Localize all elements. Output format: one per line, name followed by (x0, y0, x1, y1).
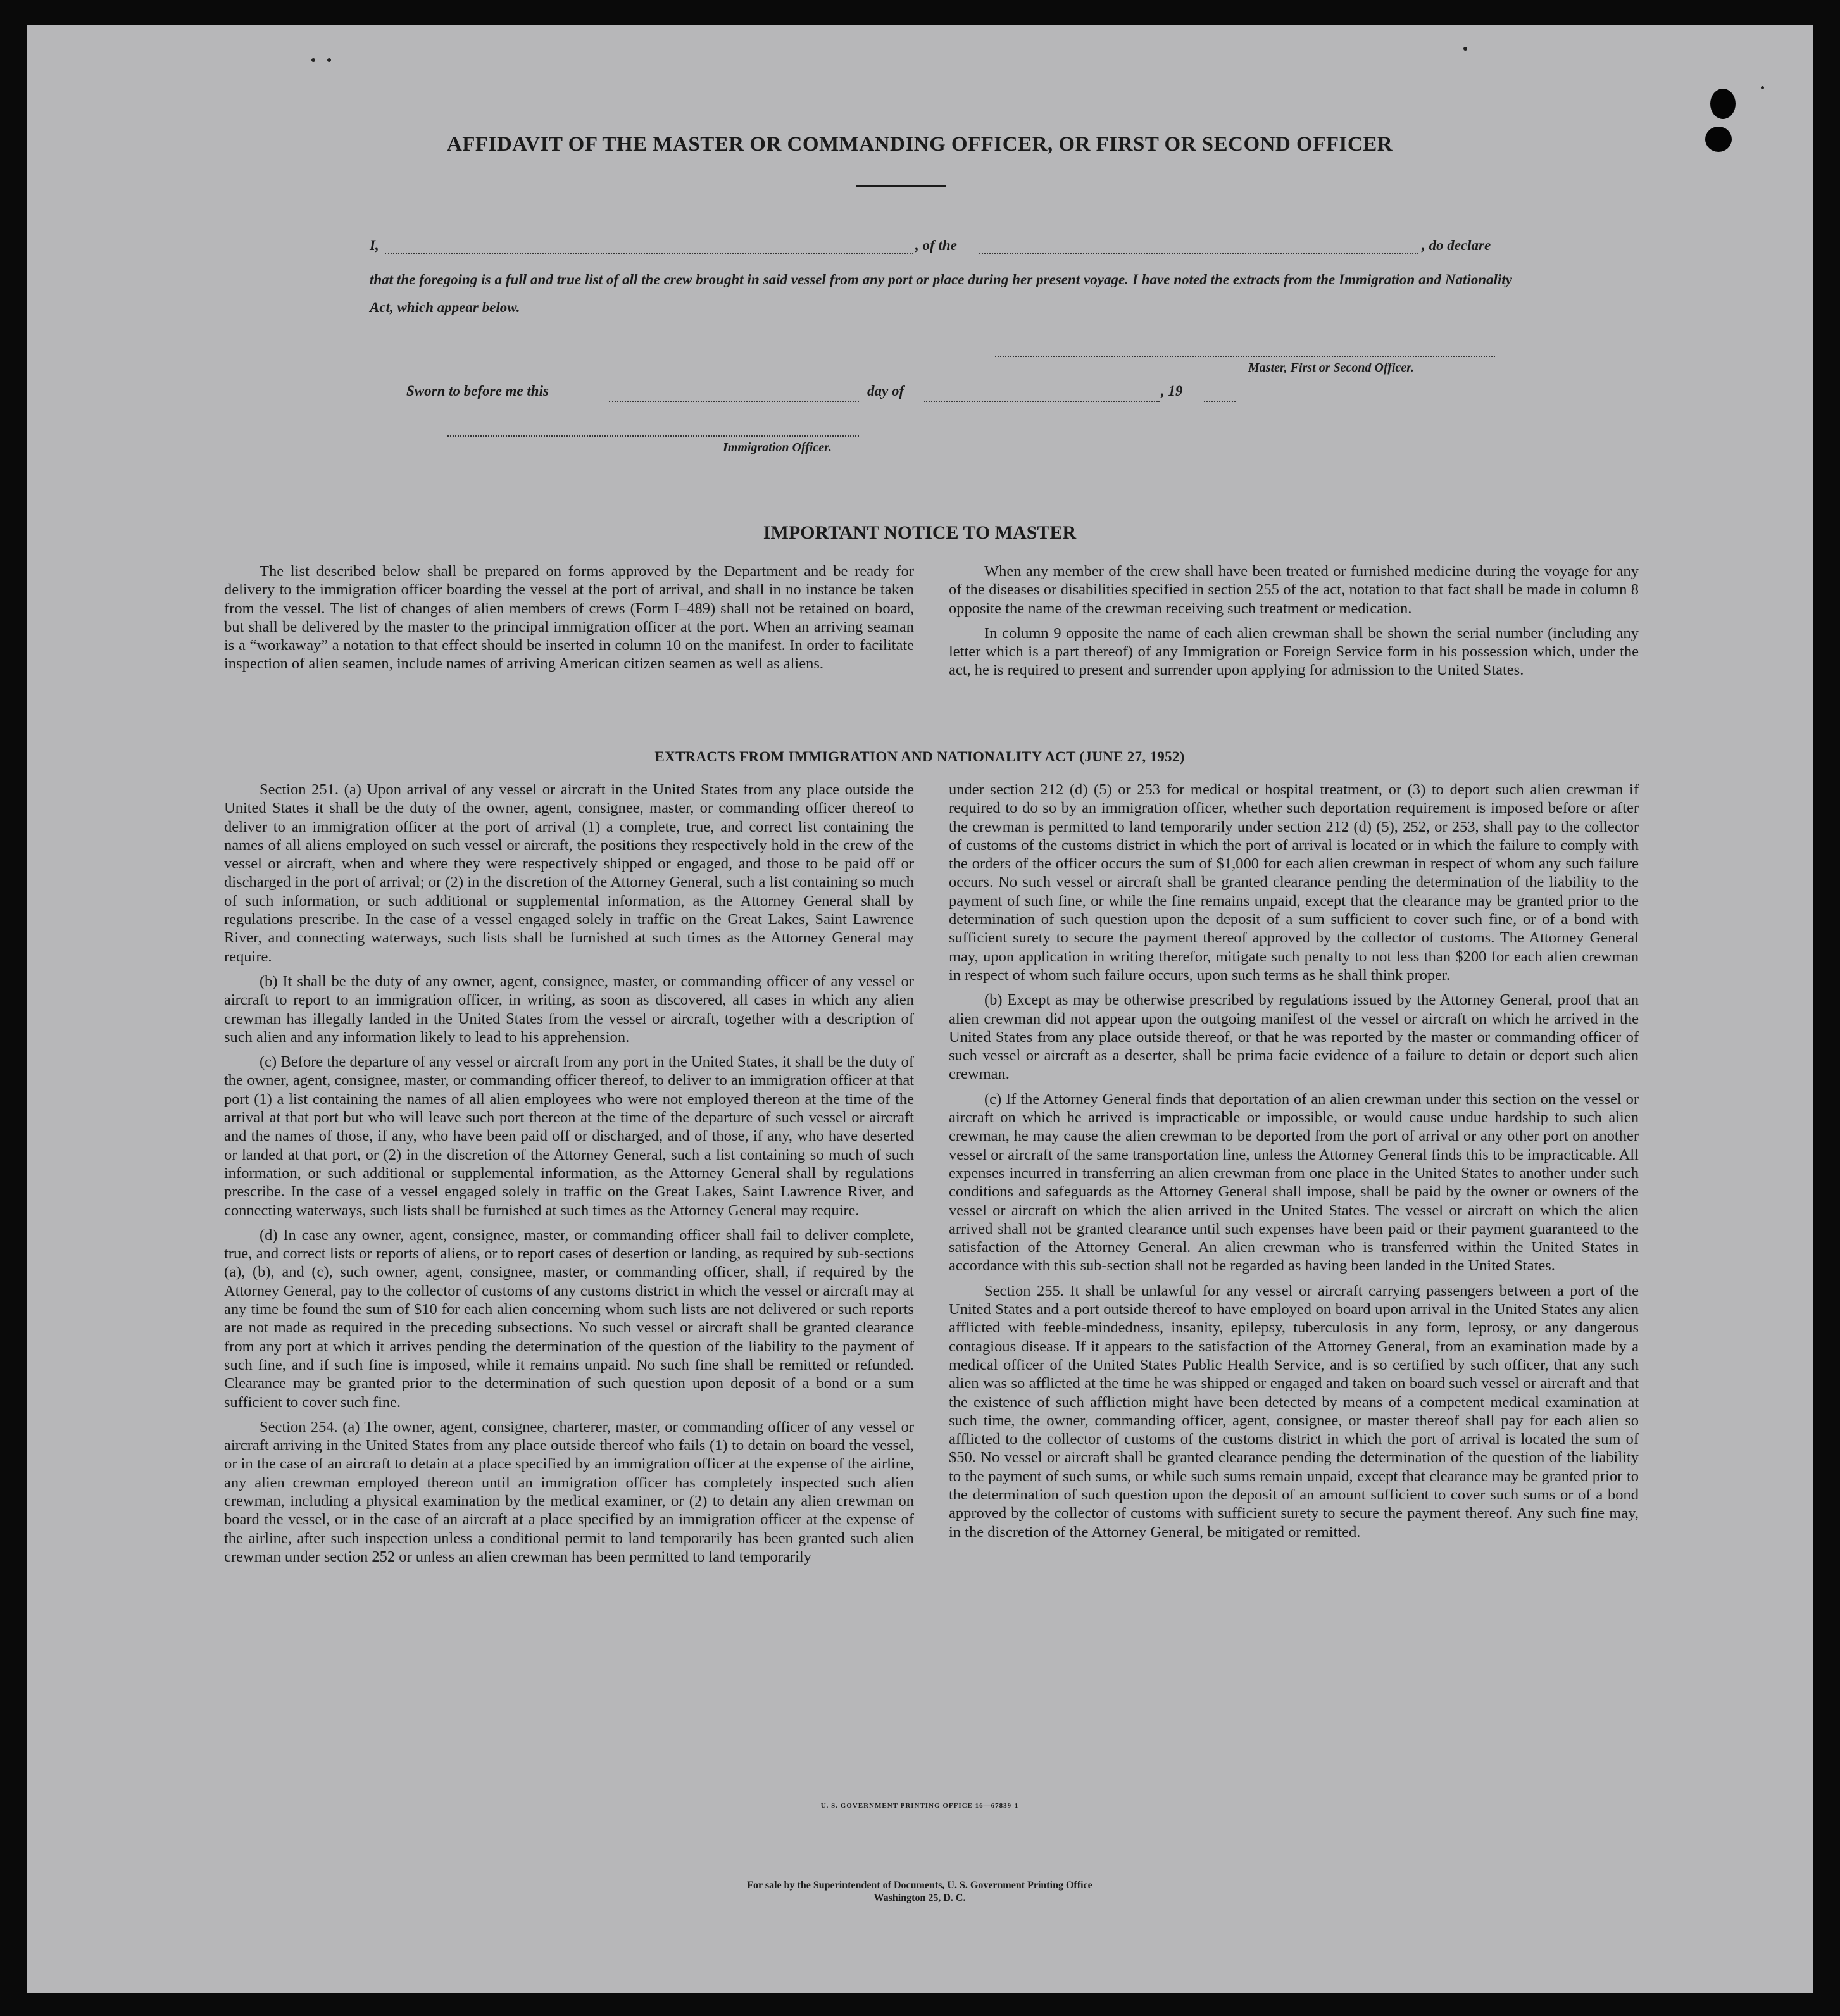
section-254a-continued: under section 212 (d) (5) or 253 for medical or hospital treatment, or (3) to deport such alien crewman if required to do so by an immigration officer, whether such deportation requirement is imposed before or after the crewman is permitted to land temporarily under section 212 (d) (5), 252, or 253, shall pay to the collector of customs of the customs district in which the port of arrival is located or in which the failure to comply with the orders of the officer occurs the sum of $1,000 for each alien crewman in respect of whom any such failure occurs. No such vessel or aircraft shall be granted clearance pending the determination of the liability to the payment of such fine, or while the fine remains unpaid, except that the clearance may be granted prior to the determination of such question upon the deposit of a sum sufficient to cover such fine, or of a bond with sufficient surety to secure the payment thereof approved by the collector of customs. The Attorney General may, upon application in writing therefor, mitigate such penalty to not less than $200 for each alien crewman in respect of whom such failure occurs, upon such terms as he shall think proper. (949, 781, 1639, 984)
form-page (27, 25, 1813, 1993)
extracts-title: EXTRACTS FROM IMMIGRATION AND NATIONALITY ACT (JUNE 27, 1952) (654, 749, 1185, 765)
notice-left-paragraph: The list described below shall be prepared on forms approved by the Department and be ready for delivery to the immigration officer boarding the vessel at the port of arrival, and shall in no instance be taken from the vessel. The list of changes of alien members of crews (Form I–489) shall not be retained on board, but shall be delivered by the master to the principal immigration officer at the port. When an arriving seaman is a “workaway” a notation to that effect should be inserted in column 10 on the manifest. In order to facilitate inspection of alien seamen, include names of arriving American citizen seamen as well as aliens. (224, 563, 914, 673)
section-251c: (c) Before the departure of any vessel or aircraft from any port in the United States, it shall be the duty of the owner, agent, consignee, master, or commanding officer thereof, to deliver to an immigration officer at that port (1) a list containing the names of all alien employees who were not employed thereon at the time of the arrival at that port but who will leave such port thereon at the time of the departure of such vessel or aircraft and the names of those, if any, who have been paid off or discharged, and of those, if any, who have deserted or landed at that port, or (2) in the discretion of the Attorney General, such a list containing so much of such information, or such additional or supplemental information, as the Attorney General shall by regulations prescribe. In the case of a vessel engaged solely in traffic on the Great Lakes, Saint Lawrence River, and connecting waterways, such lists shall be furnished at such times as the Attorney General may require. (224, 1053, 914, 1219)
affidavit-title: AFFIDAVIT OF THE MASTER OR COMMANDING OFFICER, OR FIRST OR SECOND OFFICER (446, 133, 1393, 156)
notice-title: IMPORTANT NOTICE TO MASTER (763, 522, 1077, 543)
master-signature-line (995, 356, 1495, 357)
punch-hole (1710, 89, 1736, 119)
day-of-label: day of (867, 383, 904, 399)
title-rule (856, 185, 946, 187)
speck (1761, 86, 1764, 89)
section-251d: (d) In case any owner, agent, consignee, master, or commanding officer shall fail to deliver complete, true, and correct lists or reports of aliens, or to report cases of desertion or landing, as required by sub-sections (a), (b), and (c), such owner, agent, consignee, master, or commanding officer, shall, if required by the Attorney General, pay to the collector of customs of any customs district in which the vessel or aircraft may at any time be found the sum of $10 for each alien concerning whom such lists are not delivered or such reports are not made as required in the preceding subsections. No such vessel or aircraft shall be granted clearance from any port at which it arrives pending the determination of the question of the liability to the payment of such fine, and if such fine is imposed, while it remains unpaid. No such fine shall be remitted or refunded. Clearance may be granted prior to the determination of such question upon deposit of a bond or a sum sufficient to cover such fine. (224, 1226, 914, 1411)
of-the-label: , of the (915, 237, 957, 253)
notice-right-paragraph-1: When any member of the crew shall have been treated or furnished medicine during the voyage for any of the diseases or disabilities specified in section 255 of the act, notation to that fact shall be made in column 8 opposite the name of the crewman receiving such treatment or medication. (949, 563, 1639, 617)
notice-right-column (949, 562, 1639, 686)
speck (311, 58, 315, 62)
extracts-left-column (224, 780, 914, 1572)
sale-line-1: For sale by the Superintendent of Documents, U. S. Government Printing Office (747, 1880, 1092, 1891)
year-blank (1204, 401, 1236, 402)
sale-line-2: Washington 25, D. C. (873, 1893, 966, 1903)
notice-left-column (224, 562, 914, 680)
i-label: I, (370, 237, 379, 253)
speck (327, 58, 331, 62)
extracts-right-column (949, 780, 1639, 1548)
vessel-blank (979, 253, 1418, 254)
month-blank (924, 401, 1160, 402)
immigration-officer-line (447, 435, 859, 437)
sworn-label: Sworn to before me this (406, 383, 549, 399)
name-blank (385, 253, 913, 254)
declaration-text: that the foregoing is a full and true list of all the crew brought in said vessel from any port or place during her present voyage. I have noted the extracts from the Immigration and Nationality Act, which appear below. (370, 272, 1512, 315)
sale-notice (27, 1879, 1813, 1905)
section-254c: (c) If the Attorney General finds that deportation of an alien crewman under this section on the vessel or aircraft on which he arrived is impracticable or impossible, or would cause undue hardship to such alien crewman, he may cause the alien crewman to be deported from the port of arrival or any other port on another vessel or aircraft of the same transportation line, unless the Attorney General finds this to be impracticable. All expenses incurred in transferring an alien crewman from one place in the United States to another under such conditions and safeguards as the Attorney General shall impose, shall be paid by the owner or owners of the vessel or aircraft on which the alien arrived in the United States. The vessel or aircraft on which the alien arrived shall not be granted clearance until such expenses have been paid or their payment guaranteed to the satisfaction of the Attorney General. An alien crewman who is transferred within the United States in accordance with this sub-section shall not be regarded as having been landed in the United States. (949, 1090, 1639, 1275)
section-254b: (b) Except as may be otherwise prescribed by regulations issued by the Attorney General, proof that an alien crewman did not appear upon the outgoing manifest of the vessel or aircraft on which he arrived in the United States from any place outside thereof, or that he was reported by the master or commanding officer of such vessel or aircraft as a deserter, shall be prima facie evidence of a failure to detain or deport such alien crewman. (949, 991, 1639, 1083)
speck (1463, 47, 1467, 51)
section-255: Section 255. It shall be unlawful for any vessel or aircraft carrying passengers between a port of the United States and a port outside thereof to have employed on board upon arrival in the United States any alien afflicted with feeble-mindedness, insanity, epilepsy, tuberculosis in any form, leprosy, or any dangerous contagious disease. If it appears to the satisfaction of the Attorney General, from an examination made by a medical officer of the United States Public Health Service, and is so certified by such officer, that any such alien was so afflicted at the time he was shipped or engaged and taken on board such vessel or aircraft and that the existence of such affliction might have been detected by means of a competent medical examination at such time, the owner, commanding officer, agent, consignee, or master thereof shall pay for each alien so afflicted to the collector of customs of the customs district in which the port of arrival is located the sum of $50. No vessel or aircraft shall be granted clearance pending the determination of the question of the liability to the payment of such sums, or while such sums remain unpaid, except that clearance may be granted prior to the determination of such question upon the deposit of an amount sufficient to cover such sums or of a bond approved by the collector of customs with sufficient surety to secure the payment thereof. Any such fine may, in the discretion of the Attorney General, be mitigated or remitted. (949, 1282, 1639, 1541)
section-251b: (b) It shall be the duty of any owner, agent, consignee, master, or commanding officer of any vessel or aircraft to report to an immigration officer, in writing, as soon as discovered, all cases in which any alien crewman has illegally landed in the United States from the vessel or aircraft, together with a description of such alien and any information likely to lead to his apprehension. (224, 972, 914, 1046)
gpo-imprint: U. S. GOVERNMENT PRINTING OFFICE 16—67839-1 (820, 1802, 1019, 1810)
do-declare-label: , do declare (1422, 237, 1491, 253)
notice-right-paragraph-2: In column 9 opposite the name of each alien crewman shall be shown the serial number (including any letter which is a part thereof) of any Immigration or Foreign Service form in his possession which, under the act, he is required to present and surrender upon applying for admission to the United States. (949, 624, 1639, 679)
section-254a: Section 254. (a) The owner, agent, consignee, charterer, master, or commanding officer of any vessel or aircraft arriving in the United States from any place outside thereof who fails (1) to detain on board the vessel, or in the case of an aircraft to detain at a place specified by an immigration officer at the expense of the airline, any alien crewman employed thereon until an immigration officer has completely inspected such alien crewman, including a physical examination by the medical examiner, or (2) to detain any alien crewman on board the vessel, or in the case of an aircraft at a place specified by an immigration officer at the expense of the airline, after such inspection unless a conditional permit to land temporarily has been granted such alien crewman under section 252 or unless an alien crewman has been permitted to land temporarily (224, 1418, 914, 1565)
year-label: , 19 (1161, 383, 1183, 399)
master-signature-caption: Master, First or Second Officer. (1248, 361, 1414, 375)
section-251a: Section 251. (a) Upon arrival of any vessel or aircraft in the United States from any place outside the United States it shall be the duty of the owner, agent, consignee, master, or commanding officer thereof to deliver to an immigration officer at the port of arrival (1) a complete, true, and correct list containing the names of all aliens employed on such vessel or aircraft, the positions they respectively hold in the crew of the vessel or aircraft, when and where they were respectively shipped or engaged, and those to be paid off or discharged in the port of arrival; or (2) in the discretion of the Attorney General, such a list containing so much of such information, or such additional or supplemental information, as the Attorney General shall by regulations prescribe. In the case of a vessel engaged solely in traffic on the Great Lakes, Saint Lawrence River, and connecting waterways, such lists shall be furnished at such times as the Attorney General may require. (224, 781, 914, 965)
immigration-officer-caption: Immigration Officer. (723, 441, 832, 454)
sworn-day-blank (609, 401, 859, 402)
